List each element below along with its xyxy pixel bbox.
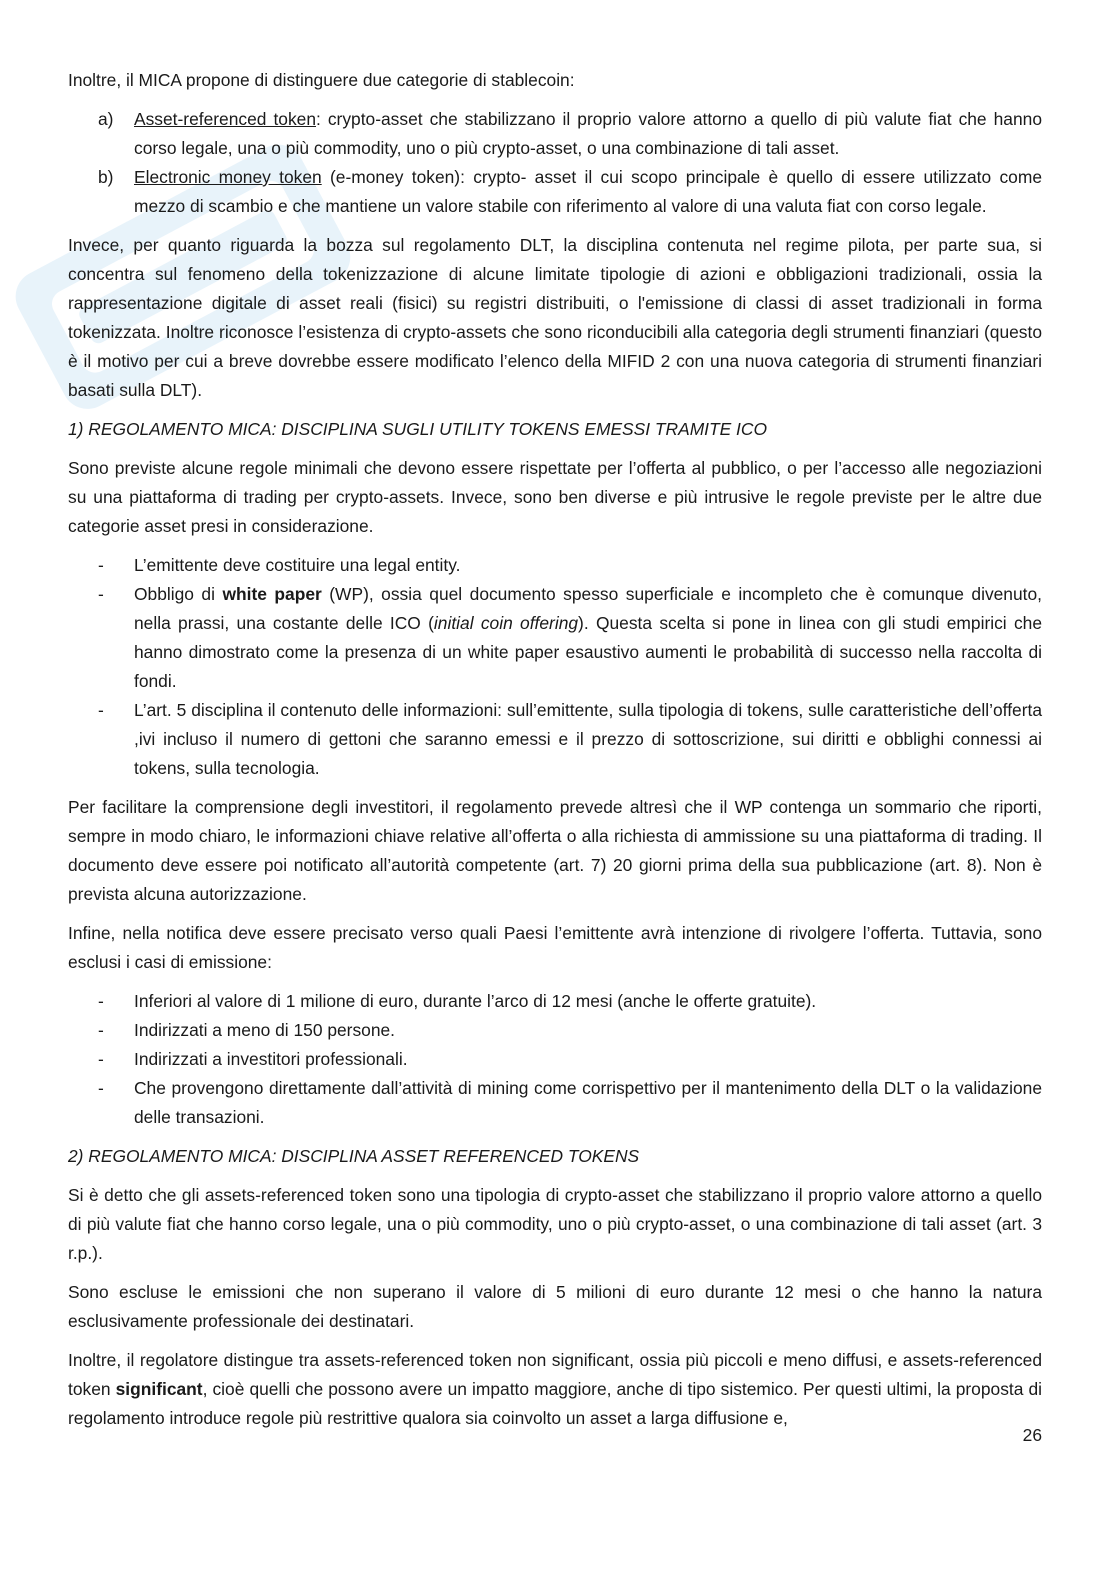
- bullet-marker: -: [98, 1049, 104, 1069]
- list-item: [68, 580, 1042, 696]
- section-1-requirements-list: [68, 551, 1042, 783]
- list-item-text: Indirizzati a meno di 150 persone.: [134, 1020, 396, 1040]
- bold-term-significant: significant: [115, 1379, 203, 1399]
- list-marker: a): [98, 109, 114, 129]
- italic-term-ico: initial coin offering: [433, 613, 579, 633]
- term-asset-referenced-token: Asset-referenced token: [134, 109, 316, 129]
- dlt-paragraph: Invece, per quanto riguarda la bozza sul regolamento DLT, la disciplina contenuta nel regime pilota, per parte sua, si concentra sul fenomeno della tokenizzazione di alcune limitate tipologie di azioni e obbligazioni tradizionali, ossia la rappresentazione digitale di asset reali (fisici) su registri distribuiti, o l'emissione di classi di asset tradizionali in forma tokenizzata. Inoltre riconosce l’esistenza di crypto-assets che sono riconducibili alla categoria degli strumenti finanziari (questo è il motivo per cui a breve dovrebbe essere modificato l’elenco della MIFID 2 con una nuova categoria di strumenti finanziari basati sulla DLT).: [68, 235, 1042, 400]
- list-item-text: Inferiori al valore di 1 milione di euro, durante l’arco di 12 mesi (anche le offerte gratuite).: [134, 991, 817, 1011]
- list-item: [68, 987, 1042, 1016]
- bold-term-white-paper: white paper: [222, 584, 322, 604]
- list-item: [68, 1016, 1042, 1045]
- section-2-heading: 2) REGOLAMENTO MICA: DISCIPLINA ASSET REFERENCED TOKENS: [68, 1146, 640, 1166]
- bullet-marker: -: [98, 555, 104, 575]
- bullet-marker: -: [98, 1020, 104, 1040]
- intro-paragraph: Inoltre, il MICA propone di distinguere due categorie di stablecoin:: [68, 70, 575, 90]
- list-item: [68, 551, 1042, 580]
- bullet-marker: -: [98, 991, 104, 1011]
- section-2-paragraph-2: Sono escluse le emissioni che non superano il valore di 5 milioni di euro durante 12 mesi o che hanno la natura esclusivamente professionale dei destinatari.: [68, 1282, 1042, 1331]
- list-item-text: (WP), ossia quel documento spesso superficiale e incompleto che è comunque divenuto, nella prassi, una costante delle ICO (: [134, 584, 1042, 633]
- list-item-text: Indirizzati a investitori professionali.: [134, 1049, 408, 1069]
- bullet-marker: -: [98, 1078, 104, 1098]
- section-2-paragraph-1: Si è detto che gli assets-referenced token sono una tipologia di crypto-asset che stabilizzano il proprio valore attorno a quello di più valute fiat che hanno corso legale, una o più commodity, uno o più crypto-asset, o una combinazione di tali asset (art. 3 r.p.).: [68, 1185, 1042, 1263]
- list-item-text: ). Questa scelta si pone in linea con gli studi empirici che hanno dimostrato come la presenza di un white paper esaustivo aumenti le probabilità di successo nella raccolta di fondi.: [134, 613, 1042, 691]
- list-item-text: L’emittente deve costituire una legal entity.: [134, 555, 461, 575]
- section-2-paragraph-3: [68, 1346, 1042, 1433]
- list-item-text: Obbligo di: [134, 584, 223, 604]
- page-number: 26: [1022, 1425, 1042, 1445]
- bullet-marker: -: [98, 584, 104, 604]
- list-item: [68, 163, 1042, 221]
- list-item: [68, 1074, 1042, 1132]
- exclusions-list: [68, 987, 1042, 1132]
- list-item-text: L’art. 5 disciplina il contenuto delle informazioni: sull’emittente, sulla tipologia di tokens, sulle caratteristiche dell’offerta ,ivi incluso il numero di gettoni che saranno emessi e il prezzo di sottoscrizione, sui diritti e obblighi connessi ai tokens, sulla tecnologia.: [134, 700, 1042, 778]
- stablecoin-category-list: [68, 105, 1042, 221]
- list-item: [68, 105, 1042, 163]
- section-1-heading: 1) REGOLAMENTO MICA: DISCIPLINA SUGLI UTILITY TOKENS EMESSI TRAMITE ICO: [68, 419, 767, 439]
- document-page: [68, 66, 1042, 1443]
- list-marker: b): [98, 167, 114, 187]
- paragraph-text: Inoltre, il regolatore distingue tra assets-referenced token non significant, ossia più piccoli e meno diffusi, e assets-referenced token: [68, 1350, 1042, 1399]
- list-item: [68, 696, 1042, 783]
- list-item: [68, 1045, 1042, 1074]
- paragraph-text: , cioè quelli che possono avere un impatto maggiore, anche di tipo sistemico. Per questi ultimi, la proposta di regolamento introduce regole più restrittive qualora sia coinvolto un asset a larga diffusione e,: [68, 1379, 1042, 1428]
- bullet-marker: -: [98, 700, 104, 720]
- list-item-text: Che provengono direttamente dall’attività di mining come corrispettivo per il mantenimento della DLT o la validazione delle transazioni.: [134, 1078, 1042, 1127]
- list-item-text: (e-money token): crypto- asset il cui scopo principale è quello di essere utilizzato come mezzo di scambio e che mantiene un valore stabile con riferimento al valore di una valuta fiat con corso legale.: [134, 167, 1042, 216]
- list-item-text: : crypto-asset che stabilizzano il proprio valore attorno a quello di più valute fiat che hanno corso legale, una o più commodity, uno o più crypto-asset, o una combinazione di tali asset.: [134, 109, 1042, 158]
- term-electronic-money-token: Electronic money token: [134, 167, 322, 187]
- section-1-paragraph-3: Infine, nella notifica deve essere precisato verso quali Paesi l’emittente avrà intenzione di rivolgere l’offerta. Tuttavia, sono esclusi i casi di emissione:: [68, 923, 1042, 972]
- section-1-paragraph: Sono previste alcune regole minimali che devono essere rispettate per l’offerta al pubblico, o per l’accesso alle negoziazioni su una piattaforma di trading per crypto-assets. Invece, sono ben diverse e più intrusive le regole previste per le altre due categorie asset presi in considerazione.: [68, 458, 1042, 536]
- section-1-paragraph-2: Per facilitare la comprensione degli investitori, il regolamento prevede altresì che il WP contenga un sommario che riporti, sempre in modo chiaro, le informazioni chiave relative all’offerta o alla richiesta di ammissione su una piattaforma di trading. Il documento deve essere poi notificato all’autorità competente (art. 7) 20 giorni prima della sua pubblicazione (art. 8). Non è prevista alcuna autorizzazione.: [68, 797, 1042, 904]
